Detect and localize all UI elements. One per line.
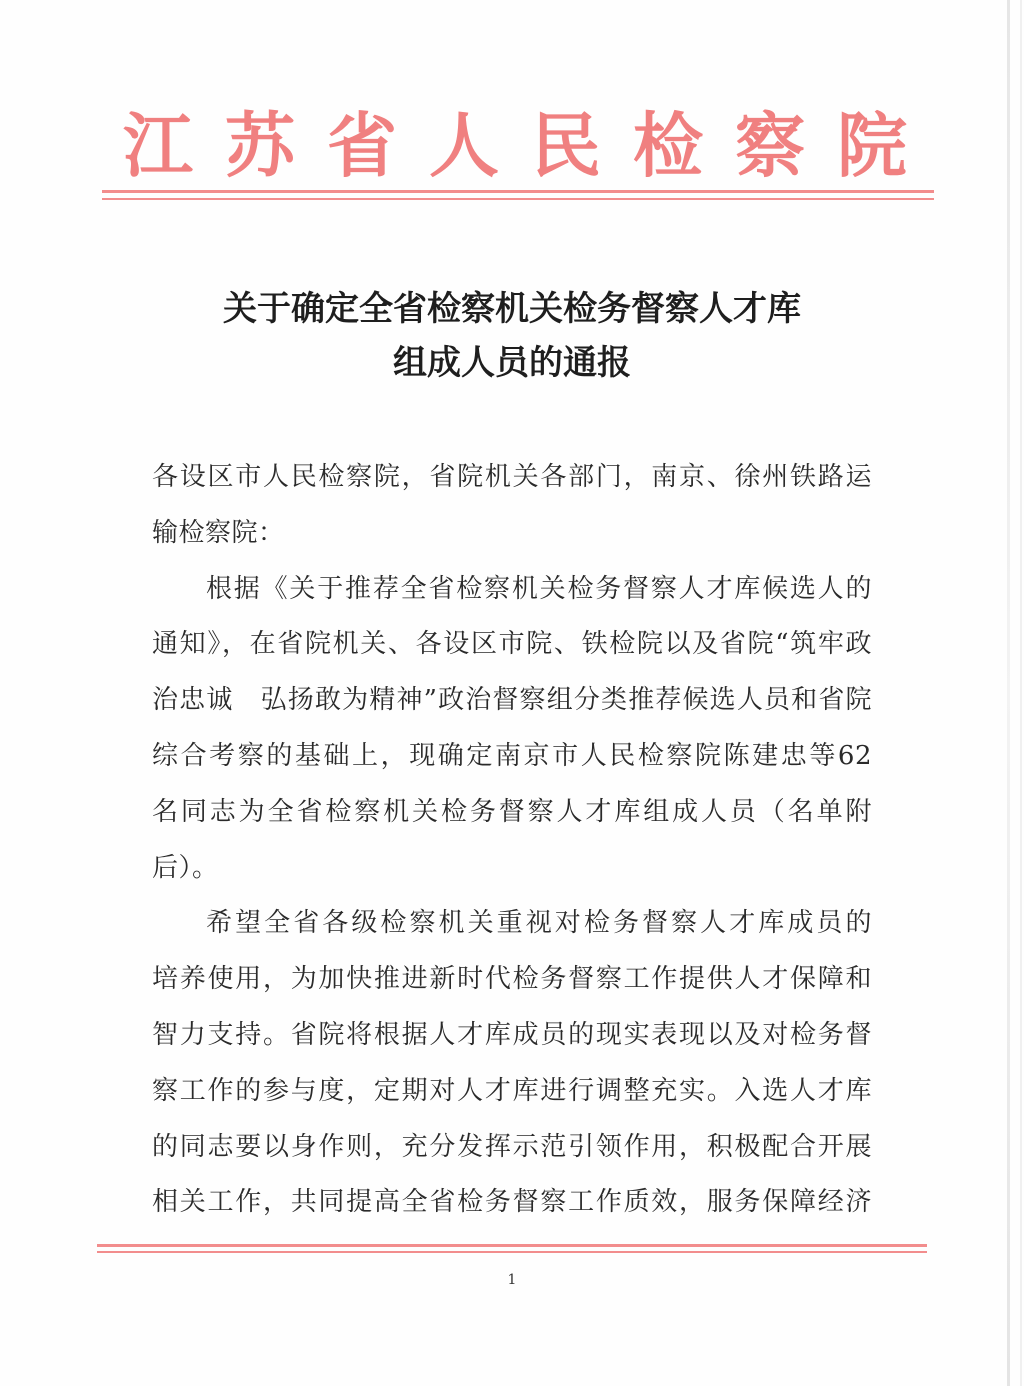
letterhead-char: 苏 bbox=[225, 104, 295, 187]
letterhead-char: 江 bbox=[123, 104, 193, 187]
paragraph-line: 治忠诚 弘扬敢为精神”政治督察组分类推荐候选人员和省院 bbox=[152, 685, 872, 716]
footer-rule-thin bbox=[97, 1251, 927, 1253]
letterhead-org-name bbox=[120, 98, 910, 194]
document-title bbox=[120, 282, 904, 390]
paragraph-line: 相关工作，共同提高全省检务督察工作质效，服务保障经济 bbox=[152, 1187, 872, 1218]
letterhead-rule-thick bbox=[102, 190, 934, 193]
paragraph-line: 智力支持。省院将根据人才库成员的现实表现以及对检务督 bbox=[152, 1019, 872, 1050]
paragraph-line: 的同志要以身作则，充分发挥示范引领作用，积极配合开展 bbox=[152, 1131, 872, 1162]
paragraph-line: 希望全省各级检察机关重视对检务督察人才库成员的 bbox=[206, 908, 872, 939]
page-number: 1 bbox=[507, 1272, 517, 1288]
paragraph-line: 通知》，在省院机关、各设区市院、铁检院以及省院“筑牢政 bbox=[152, 629, 872, 660]
salutation-line: 各设区市人民检察院，省院机关各部门，南京、徐州铁路运 bbox=[152, 462, 872, 492]
letterhead-char: 检 bbox=[633, 104, 703, 187]
letterhead-char: 察 bbox=[735, 104, 805, 187]
letterhead-char: 人 bbox=[429, 104, 499, 187]
document-body bbox=[152, 450, 872, 1231]
letterhead-char: 民 bbox=[531, 104, 601, 187]
title-line: 关于确定全省检察机关检务督察人才库 bbox=[223, 289, 801, 329]
paragraph-line: 名同志为全省检察机关检务督察人才库组成人员（名单附 bbox=[152, 796, 872, 827]
paragraph-line: 察工作的参与度，定期对人才库进行调整充实。入选人才库 bbox=[152, 1075, 872, 1106]
letterhead-char: 省 bbox=[327, 104, 397, 187]
letterhead-rule-thin bbox=[102, 198, 934, 200]
salutation-line: 输检察院： bbox=[152, 517, 285, 548]
letterhead-char: 院 bbox=[837, 104, 907, 187]
paragraph-line: 根据《关于推荐全省检察机关检务督察人才库候选人的 bbox=[206, 573, 872, 604]
scan-edge-shadow bbox=[1007, 0, 1010, 1386]
paragraph-line: 培养使用，为加快推进新时代检务督察工作提供人才保障和 bbox=[152, 964, 872, 995]
title-line: 组成人员的通报 bbox=[393, 343, 631, 383]
scan-edge-shadow-outer bbox=[1020, 0, 1022, 1386]
footer-rule-thick bbox=[97, 1244, 927, 1247]
paragraph-line: 后）。 bbox=[152, 852, 219, 883]
paragraph-line: 综合考察的基础上，现确定南京市人民检察院陈建忠等62 bbox=[152, 740, 872, 771]
